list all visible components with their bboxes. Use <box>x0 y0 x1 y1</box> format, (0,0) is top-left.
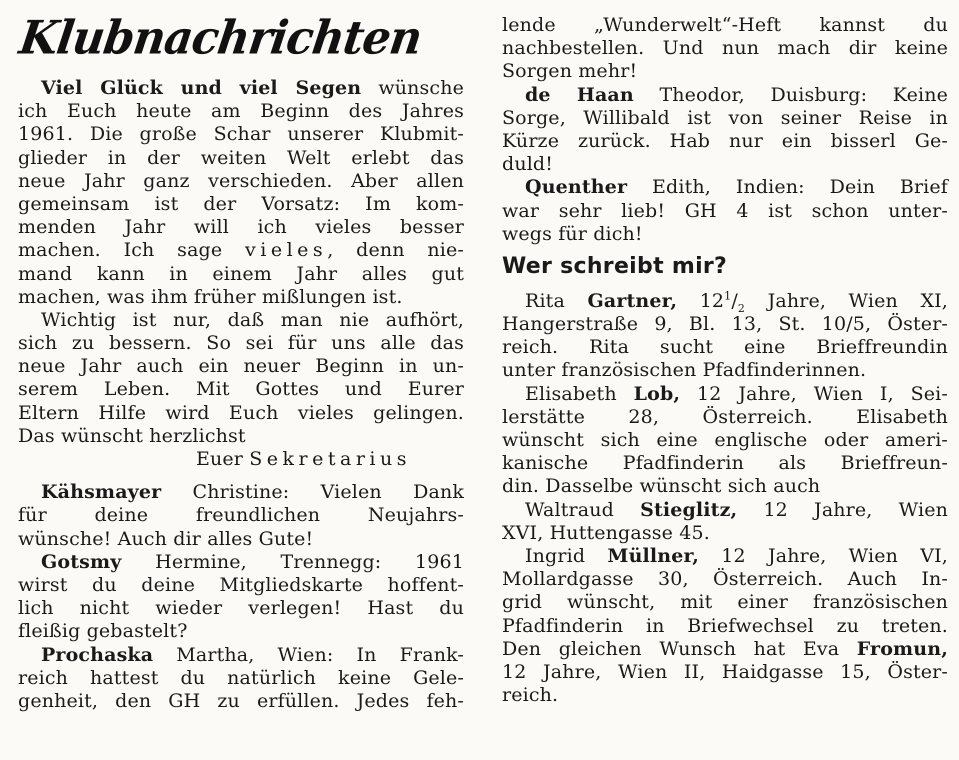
reply-name: Gotsmy <box>41 550 122 573</box>
pen-pal-name: Stieglitz, <box>640 498 738 521</box>
text-span: machen. Ich sage <box>18 239 223 262</box>
text-span: 12 <box>699 289 725 312</box>
text-line <box>502 176 948 199</box>
intro-bold: Viel Glück und viel Segen <box>41 77 362 99</box>
reply-gotsmy <box>18 551 464 644</box>
text-line: Kürze zurück. Hab nur ein bisserl Ge- <box>502 129 948 152</box>
page-title: Klubnachrichten <box>16 11 425 65</box>
reply-quenther <box>502 176 948 246</box>
pen-pal-name: Lob, <box>633 382 681 405</box>
reply-name: Kähsmayer <box>41 481 162 504</box>
text-line: 12 Jahre, Wien II, Haidgasse 15, Öster- <box>502 660 948 683</box>
pen-pal-name: Gartner, <box>587 289 678 312</box>
pen-pal-name: Fromun, <box>856 637 948 660</box>
text-line: ich Euch heute am Beginn des Jahres <box>18 100 464 123</box>
signature <box>18 448 464 471</box>
text-line: Sorgen mehr! <box>502 60 638 83</box>
text-span: Edith, Indien: Dein Brief <box>652 176 948 199</box>
text-line: duld! <box>502 153 554 176</box>
section-heading: Wer schreibt mir? <box>502 253 728 279</box>
text-line: lende „Wunderwelt“-Heft kannst du <box>502 14 948 36</box>
text-line: war sehr lieb! GH 4 ist schon unter- <box>502 199 948 222</box>
text-line: reich. Rita sucht eine Brieffreundin <box>502 336 948 359</box>
text-line <box>502 499 948 522</box>
text-span: Martha, Wien: In Frank- <box>176 643 464 666</box>
text-span: Christine: Vielen Dank <box>192 481 464 504</box>
text-line: neue Jahr auch ein neuer Beginn in un- <box>18 355 464 378</box>
text-line: neue Jahr ganz verschieden. Aber allen <box>18 169 464 192</box>
text-span: Den gleichen Wunsch hat Eva <box>502 637 840 660</box>
text-line: genheit, den GH zu erfüllen. Jedes feh- <box>18 689 464 712</box>
text-line: wegs für dich! <box>502 222 643 245</box>
text-line: XVI, Huttengasse 45. <box>502 521 710 544</box>
text-line: unter französischen Pfadfinderinnen. <box>502 359 867 382</box>
text-line: Hangerstraße 9, Bl. 13, St. 10/5, Öster- <box>502 313 948 336</box>
text-line: mand kann in einem Jahr alles gut <box>18 262 464 285</box>
text-span: 12 Jahre, Wien <box>763 498 948 521</box>
text-line <box>18 551 464 574</box>
text-line: für deine freundlichen Neujahrs- <box>18 504 464 527</box>
text-span: 12 Jahre, Wien I, Sei- <box>697 382 948 405</box>
text-line: Sorge, Willibald ist von seiner Reise in <box>502 106 948 129</box>
text-line: Wichtig ist nur, daß man nie aufhört, <box>41 308 464 331</box>
fraction-denominator: 2 <box>737 301 746 315</box>
reply-prochaska-continued <box>502 14 948 84</box>
text-span: 12 Jahre, Wien VI, <box>721 544 948 567</box>
text-span: Hermine, Trennegg: 1961 <box>155 550 464 573</box>
text-line: sich zu bessern. So sei für uns alle das <box>18 332 464 355</box>
text-line: wünscht sich eine englische oder ameri- <box>502 429 948 451</box>
text-line <box>502 638 948 661</box>
text-span: , denn nie- <box>327 239 464 262</box>
wishes-paragraph <box>18 309 464 471</box>
spaced-word: Sekretarius <box>249 448 411 470</box>
pen-pal-rita <box>502 290 948 383</box>
pen-pal-ingrid <box>502 545 948 707</box>
text-line <box>18 239 464 262</box>
text-span: Jahre, Wien XI, <box>767 289 948 312</box>
fraction-numerator: 1 <box>724 289 732 303</box>
text-line <box>18 644 464 667</box>
text-span: Ingrid <box>525 544 586 567</box>
text-line <box>18 77 464 100</box>
text-line: Eltern Hilfe wird Euch vieles gelingen. <box>18 401 464 424</box>
intro-paragraph <box>18 77 464 309</box>
text-span: Waltraud <box>525 498 614 521</box>
text-line: 1961. Die große Schar unserer Klubmit- <box>18 123 464 146</box>
reply-name: de Haan <box>525 83 634 106</box>
text-span: wünsche <box>378 77 464 99</box>
text-line: serem Leben. Mit Gottes und Eurer <box>18 378 464 401</box>
text-span: Elisabeth <box>525 382 617 405</box>
text-line: gemeinsam ist der Vorsatz: Im kom- <box>18 192 464 215</box>
text-line: lich nicht wieder verlegen! Hast du <box>18 597 464 620</box>
text-line: menden Jahr will ich vieles besser <box>18 216 464 239</box>
reply-name: Quenther <box>525 176 628 199</box>
text-line: machen, was ihm früher mißlungen ist. <box>18 285 403 308</box>
pen-pal-elisabeth <box>502 383 948 499</box>
text-span: Theodor, Duisburg: Keine <box>659 83 948 106</box>
text-line: glieder in der weiten Welt erlebt das <box>18 146 464 169</box>
reply-prochaska <box>18 644 464 714</box>
right-column <box>502 14 948 707</box>
text-line: Mollardgasse 30, Österreich. Auch In- <box>502 568 948 591</box>
text-line <box>502 383 948 406</box>
text-line: fleißig gebastelt? <box>18 620 188 643</box>
text-line: reich. <box>502 684 559 707</box>
left-column <box>18 77 464 713</box>
reply-de-haan <box>502 84 948 177</box>
text-line: grid wünscht, mit einer französischen <box>502 591 948 614</box>
reply-name: Prochaska <box>41 643 154 666</box>
pen-pal-name: Müllner, <box>607 544 700 567</box>
text-line: din. Dasselbe wünscht sich auch <box>502 475 821 498</box>
text-line: Das wünscht herzlichst <box>18 424 246 447</box>
text-line: lerstätte 28, Österreich. Elisabeth <box>502 405 948 428</box>
reply-kaehsmayer <box>18 481 464 551</box>
text-span: Rita <box>525 289 565 312</box>
pen-pal-waltraud <box>502 499 948 545</box>
text-line <box>502 545 948 568</box>
spaced-word: vieles <box>245 239 328 262</box>
text-line: Pfadfinderin in Briefwechsel zu treten. <box>502 614 948 637</box>
text-line <box>502 84 948 107</box>
text-line <box>18 481 464 504</box>
text-span: Euer <box>196 448 244 470</box>
text-line: reich hattest du natürlich keine Gele- <box>18 666 464 689</box>
text-line: nachbestellen. Und nun mach dir keine <box>502 37 948 60</box>
text-line: kanische Pfadfinderin als Brieffreun- <box>502 452 948 475</box>
text-line: wirst du deine Mitgliedskarte hoffent- <box>18 573 464 596</box>
text-line: wünsche! Auch dir alles Gute! <box>18 527 314 550</box>
text-line: Rita Gartner, $12^1/_2$ Jahre, Wien XI, <box>525 289 948 315</box>
